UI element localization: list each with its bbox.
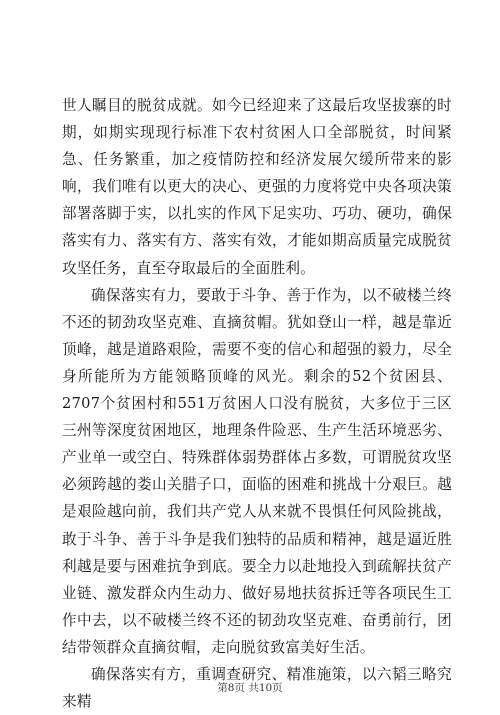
paragraph-2: 确保落实有力，要敢于斗争、善于作为，以不破楼兰终不还的韧劲攻坚克难、直摘贫帽。犹如登山一样，越是靠近顶峰，越是道路艰险，需要不变的信心和超强的毅力，尽全身所能所为方能领略顶峰的风光。剩余的52个贫困县、2707个贫困村和551万贫困人口没有脱贫，大多位于三区三州等深度贫困地区，地理条件险恶、生产生活环境恶劣、产业单一或空白、特殊群体弱势群体占多数，可谓脱贫攻坚必须跨越的娄山关腊子口，面临的困难和挑战十分艰巨。越是艰险越向前，我们共产党人从来就不畏惧任何风险挑战，敢于斗争、善于斗争是我们独特的品质和精神，越是逼近胜利越是要与困难抗争到底。要全力以赴地投入到疏解扶贫产业链、激发群众内生动力、做好易地扶贫拆迁等各项民生工作中去，以不破楼兰终不还的韧劲攻坚克难、奋勇前行，团结带领群众直摘贫帽，走向脱贫致富美好生活。 [62,286,452,656]
document-body [62,92,452,715]
paragraph-3: 确保落实有方，重调查研究、精准施策，以六韬三略究来精 [62,665,452,711]
page-footer [0,680,500,695]
page-number-indicator: 第8页 共10页 [217,682,283,694]
paragraph-1: 世人瞩目的脱贫成就。如今已经迎来了这最后攻坚拔寨的时期，如期实现现行标准下农村贫困人口全部脱贫，时间紧急、任务繁重，加之疫情防控和经济发展欠缓所带来的影响，我们唯有以更大的决心、更强的力度将党中央各项决策部署落脚于实，以扎实的作风下足实功、巧功、硬功，确保落实有力、落实有方、落实有效，才能如期高质量完成脱贫攻坚任务，直至夺取最后的全面胜利。 [62,97,452,277]
